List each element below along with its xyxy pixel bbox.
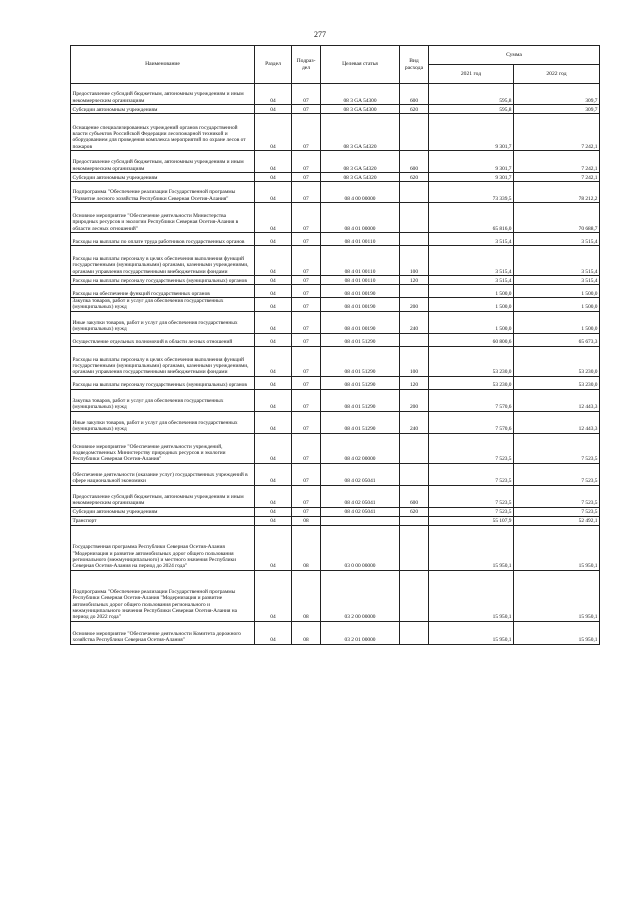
- cell-expense-type: 240: [400, 411, 429, 433]
- cell-name: Предоставление субсидий бюджетным, автономным учреждениям и иным некоммерческим организациям: [71, 151, 255, 173]
- cell-target-article: 08 4 02 05041: [321, 463, 400, 485]
- cell-section: 04: [255, 285, 292, 298]
- cell-sum-2021: 15 950,1: [429, 525, 514, 570]
- table-row: [71, 485, 600, 507]
- cell-target-article: 08 4 02 05041: [321, 485, 400, 507]
- cell-name: Предоставление субсидий бюджетным, автономным учреждениям и иным некоммерческим организациям: [71, 84, 255, 105]
- table-row: [71, 346, 600, 376]
- cell-sum-2021: 53 230,0: [429, 346, 514, 376]
- cell-target-article: 08 4 02 00000: [321, 433, 400, 463]
- table-row: [71, 311, 600, 333]
- cell-sum-2021: 7 570,6: [429, 411, 514, 433]
- cell-sum-2021: 9 301,7: [429, 114, 514, 151]
- cell-subsection: 07: [292, 151, 321, 173]
- header-target-article: Целевая статья: [321, 46, 400, 84]
- cell-target-article: 08 4 01 00110: [321, 276, 400, 285]
- cell-sum-2022: 12 443,3: [514, 389, 600, 411]
- cell-expense-type: 620: [400, 173, 429, 182]
- header-year-2021: 2021 год: [429, 65, 514, 84]
- cell-target-article: 08 3 GA 54320: [321, 173, 400, 182]
- cell-target-article: 08 3 GA 54300: [321, 105, 400, 114]
- header-sum: Сумма: [429, 46, 600, 65]
- cell-expense-type: [400, 621, 429, 644]
- cell-target-article: 03 2 00 00000: [321, 570, 400, 621]
- cell-subsection: 07: [292, 276, 321, 285]
- cell-name: Субсидии автономным учреждениям: [71, 507, 255, 516]
- cell-subsection: 08: [292, 525, 321, 570]
- cell-sum-2022: 7 523,5: [514, 485, 600, 507]
- cell-expense-type: [400, 114, 429, 151]
- cell-expense-type: 620: [400, 507, 429, 516]
- table-row: [71, 333, 600, 346]
- table-row: [71, 570, 600, 621]
- table-row: [71, 507, 600, 516]
- cell-name: Подпрограмма "Обеспечение реализации Государственной программы "Развитие лесного хозяйства Республики Северная Осетия-Алания": [71, 182, 255, 203]
- cell-sum-2022: 65 673,3: [514, 333, 600, 346]
- table-row: [71, 621, 600, 644]
- cell-section: 04: [255, 516, 292, 525]
- cell-sum-2021: 15 950,1: [429, 621, 514, 644]
- cell-sum-2021: 7 523,5: [429, 463, 514, 485]
- cell-sum-2022: 53 230,0: [514, 346, 600, 376]
- header-expense-type: Вид расхода: [400, 46, 429, 84]
- cell-expense-type: [400, 516, 429, 525]
- cell-target-article: 08 3 GA 54320: [321, 151, 400, 173]
- cell-sum-2022: 3 515,4: [514, 246, 600, 276]
- table-body: [71, 84, 600, 645]
- cell-section: 04: [255, 203, 292, 233]
- cell-subsection: 08: [292, 516, 321, 525]
- cell-sum-2022: 1 500,0: [514, 298, 600, 312]
- cell-subsection: 07: [292, 298, 321, 312]
- cell-target-article: 03 2 01 00000: [321, 621, 400, 644]
- cell-section: 04: [255, 311, 292, 333]
- cell-sum-2021: 1 500,0: [429, 311, 514, 333]
- cell-subsection: 07: [292, 173, 321, 182]
- cell-section: 04: [255, 114, 292, 151]
- cell-sum-2021: 53 230,0: [429, 376, 514, 389]
- cell-subsection: 07: [292, 84, 321, 105]
- cell-subsection: 07: [292, 485, 321, 507]
- table-row: [71, 376, 600, 389]
- cell-sum-2022: 7 242,1: [514, 173, 600, 182]
- cell-section: 04: [255, 570, 292, 621]
- cell-sum-2021: 55 107,9: [429, 516, 514, 525]
- cell-name: Расходы на обеспечение функций государственных органов: [71, 285, 255, 298]
- page-number: 277: [314, 30, 326, 39]
- cell-name: Иные закупки товаров, работ и услуг для обеспечения государственных (муниципальных) нужд: [71, 411, 255, 433]
- table-row: [71, 411, 600, 433]
- cell-sum-2022: 15 950,1: [514, 621, 600, 644]
- cell-target-article: 08 4 01 51290: [321, 346, 400, 376]
- cell-expense-type: 120: [400, 376, 429, 389]
- cell-name: Расходы на выплаты персоналу государственных (муниципальных) органов: [71, 276, 255, 285]
- cell-sum-2021: 3 515,4: [429, 246, 514, 276]
- cell-target-article: 08 4 01 51290: [321, 333, 400, 346]
- cell-sum-2022: 78 212,2: [514, 182, 600, 203]
- cell-section: 04: [255, 182, 292, 203]
- cell-sum-2022: 1 500,0: [514, 311, 600, 333]
- header-name: Наименование: [71, 46, 255, 84]
- cell-sum-2021: 7 523,5: [429, 507, 514, 516]
- cell-sum-2021: 1 500,0: [429, 285, 514, 298]
- cell-section: 04: [255, 485, 292, 507]
- cell-target-article: [321, 516, 400, 525]
- cell-sum-2022: 15 950,1: [514, 525, 600, 570]
- cell-subsection: 07: [292, 233, 321, 246]
- cell-sum-2021: 595,8: [429, 105, 514, 114]
- cell-target-article: 08 4 01 00110: [321, 233, 400, 246]
- cell-name: Расходы на выплаты персоналу в целях обеспечения выполнения функций государственными (муниципальными) органами, казенными учреждениями, органами управления государственными внебюджетными фондами: [71, 346, 255, 376]
- cell-expense-type: 120: [400, 276, 429, 285]
- cell-expense-type: [400, 233, 429, 246]
- table-row: [71, 182, 600, 203]
- cell-expense-type: [400, 463, 429, 485]
- cell-target-article: 08 4 00 00000: [321, 182, 400, 203]
- cell-target-article: 08 4 01 00190: [321, 311, 400, 333]
- table-row: [71, 246, 600, 276]
- cell-name: Субсидии автономным учреждениям: [71, 105, 255, 114]
- cell-name: Основное мероприятие "Обеспечение деятельности Министерства природных ресурсов и экологии Республики Северная Осетия-Алания в области лесных отношений": [71, 203, 255, 233]
- cell-name: Оснащение специализированных учреждений органов государственной власти субъектов Российской Федерации лесопожарной техникой и оборудованием для проведения комплекса мероприятий по охране лесов от пожаров: [71, 114, 255, 151]
- cell-name: Государственная программа Республики Северная Осетия-Алания "Модернизация и развитие автомобильных дорог общего пользования регионального (межмуниципального) и местного значения Республики Северная Осетия-Алания на период до 2024 года": [71, 525, 255, 570]
- cell-target-article: 08 4 01 51290: [321, 411, 400, 433]
- cell-sum-2022: 52 492,1: [514, 516, 600, 525]
- cell-section: 04: [255, 173, 292, 182]
- cell-sum-2022: 7 242,1: [514, 114, 600, 151]
- cell-sum-2021: 7 523,5: [429, 485, 514, 507]
- cell-subsection: 08: [292, 570, 321, 621]
- cell-section: 04: [255, 151, 292, 173]
- cell-expense-type: [400, 570, 429, 621]
- cell-sum-2022: 15 950,1: [514, 570, 600, 621]
- cell-sum-2021: 7 570,6: [429, 389, 514, 411]
- cell-expense-type: 600: [400, 84, 429, 105]
- table-row: [71, 276, 600, 285]
- cell-subsection: 08: [292, 621, 321, 644]
- table-row: [71, 84, 600, 105]
- cell-sum-2022: 3 515,4: [514, 233, 600, 246]
- cell-sum-2022: 3 515,4: [514, 276, 600, 285]
- cell-target-article: 03 0 00 00000: [321, 525, 400, 570]
- cell-target-article: 08 4 01 00190: [321, 285, 400, 298]
- cell-section: 04: [255, 298, 292, 312]
- cell-name: Закупка товаров, работ и услуг для обеспечения государственных (муниципальных) нужд: [71, 389, 255, 411]
- table-row: [71, 433, 600, 463]
- cell-target-article: 08 3 GA 54320: [321, 114, 400, 151]
- cell-name: Расходы на выплаты персоналу государственных (муниципальных) органов: [71, 376, 255, 389]
- table-row: [71, 516, 600, 525]
- cell-sum-2022: 7 242,1: [514, 151, 600, 173]
- cell-sum-2022: 1 500,0: [514, 285, 600, 298]
- cell-expense-type: 240: [400, 311, 429, 333]
- cell-subsection: 07: [292, 507, 321, 516]
- table-row: [71, 114, 600, 151]
- cell-sum-2022: 7 523,5: [514, 433, 600, 463]
- cell-name: Транспорт: [71, 516, 255, 525]
- table-row: [71, 298, 600, 312]
- cell-sum-2022: 7 523,5: [514, 507, 600, 516]
- table-row: [71, 203, 600, 233]
- cell-target-article: 08 4 01 00190: [321, 298, 400, 312]
- cell-subsection: 07: [292, 203, 321, 233]
- cell-expense-type: 100: [400, 246, 429, 276]
- cell-name: Иные закупки товаров, работ и услуг для обеспечения государственных (муниципальных) нужд: [71, 311, 255, 333]
- cell-section: 04: [255, 246, 292, 276]
- cell-sum-2021: 3 515,4: [429, 233, 514, 246]
- cell-name: Закупка товаров, работ и услуг для обеспечения государственных (муниципальных) нужд: [71, 298, 255, 312]
- cell-sum-2021: 73 339,5: [429, 182, 514, 203]
- budget-table: [70, 45, 600, 645]
- cell-expense-type: 200: [400, 298, 429, 312]
- cell-sum-2021: 7 523,5: [429, 433, 514, 463]
- cell-name: Основное мероприятие "Обеспечение деятельности Комитета дорожного хозяйства Республики Северная Осетия-Алания": [71, 621, 255, 644]
- cell-name: Предоставление субсидий бюджетным, автономным учреждениям и иным некоммерческим организациям: [71, 485, 255, 507]
- cell-name: Расходы на выплаты по оплате труда работников государственных органов: [71, 233, 255, 246]
- cell-sum-2021: 3 515,4: [429, 276, 514, 285]
- cell-subsection: 07: [292, 246, 321, 276]
- cell-expense-type: [400, 433, 429, 463]
- cell-expense-type: 620: [400, 105, 429, 114]
- table-header: [71, 46, 600, 84]
- cell-section: 04: [255, 346, 292, 376]
- cell-sum-2022: 309,7: [514, 105, 600, 114]
- table-row: [71, 105, 600, 114]
- cell-section: 04: [255, 105, 292, 114]
- cell-expense-type: 600: [400, 485, 429, 507]
- cell-name: Расходы на выплаты персоналу в целях обеспечения выполнения функций государственными (муниципальными) органами, казенными учреждениями, органами управления государственными внебюджетными фондами: [71, 246, 255, 276]
- cell-section: 04: [255, 621, 292, 644]
- header-year-2022: 2022 год: [514, 65, 600, 84]
- cell-expense-type: [400, 525, 429, 570]
- cell-section: 04: [255, 333, 292, 346]
- cell-sum-2022: 70 688,7: [514, 203, 600, 233]
- cell-subsection: 07: [292, 114, 321, 151]
- cell-sum-2021: 15 950,1: [429, 570, 514, 621]
- cell-subsection: 07: [292, 376, 321, 389]
- cell-name: Обеспечение деятельности (оказание услуг) государственных учреждений в сфере национальной экономики: [71, 463, 255, 485]
- cell-subsection: 07: [292, 311, 321, 333]
- cell-sum-2022: 7 523,5: [514, 463, 600, 485]
- cell-expense-type: [400, 182, 429, 203]
- cell-subsection: 07: [292, 433, 321, 463]
- header-section: Раздел: [255, 46, 292, 84]
- cell-section: 04: [255, 376, 292, 389]
- cell-sum-2021: 9 301,7: [429, 173, 514, 182]
- cell-name: Субсидии автономным учреждениям: [71, 173, 255, 182]
- cell-subsection: 07: [292, 346, 321, 376]
- cell-subsection: 07: [292, 333, 321, 346]
- cell-section: 04: [255, 433, 292, 463]
- table-row: [71, 233, 600, 246]
- table-row: [71, 389, 600, 411]
- cell-expense-type: 200: [400, 389, 429, 411]
- cell-section: 04: [255, 233, 292, 246]
- cell-section: 04: [255, 507, 292, 516]
- cell-sum-2021: 65 816,0: [429, 203, 514, 233]
- table-row: [71, 173, 600, 182]
- cell-expense-type: [400, 285, 429, 298]
- cell-sum-2021: 9 301,7: [429, 151, 514, 173]
- cell-expense-type: 100: [400, 346, 429, 376]
- cell-name: Осуществление отдельных полномочий в области лесных отношений: [71, 333, 255, 346]
- table-row: [71, 151, 600, 173]
- cell-section: 04: [255, 276, 292, 285]
- cell-expense-type: 600: [400, 151, 429, 173]
- cell-sum-2022: 309,7: [514, 84, 600, 105]
- cell-name: Основное мероприятие "Обеспечение деятельности учреждений, подведомственных Министерству природных ресурсов и экологии Республики Северная Осетия-Алания": [71, 433, 255, 463]
- cell-sum-2021: 595,8: [429, 84, 514, 105]
- cell-target-article: 08 4 01 51290: [321, 389, 400, 411]
- table-row: [71, 525, 600, 570]
- cell-subsection: 07: [292, 411, 321, 433]
- cell-sum-2021: 60 800,6: [429, 333, 514, 346]
- cell-target-article: 08 4 02 05041: [321, 507, 400, 516]
- cell-target-article: 08 4 01 00110: [321, 246, 400, 276]
- cell-sum-2022: 53 230,0: [514, 376, 600, 389]
- table-row: [71, 463, 600, 485]
- cell-target-article: 08 4 01 00000: [321, 203, 400, 233]
- cell-subsection: 07: [292, 182, 321, 203]
- cell-subsection: 07: [292, 285, 321, 298]
- cell-section: 04: [255, 389, 292, 411]
- cell-sum-2021: 1 500,0: [429, 298, 514, 312]
- cell-section: 04: [255, 463, 292, 485]
- cell-section: 04: [255, 411, 292, 433]
- cell-name: Подпрограмма "Обеспечение реализации Государственной программы Республики Северная Осетия-Алания "Модернизация и развитие автомобильных дорог общего пользования регионального и межмуниципального значения Республики Северная Осетия-Алания на период до 2022 года": [71, 570, 255, 621]
- cell-subsection: 07: [292, 389, 321, 411]
- cell-section: 04: [255, 84, 292, 105]
- table-row: [71, 285, 600, 298]
- cell-expense-type: [400, 203, 429, 233]
- cell-section: 04: [255, 525, 292, 570]
- cell-target-article: 08 4 01 51290: [321, 376, 400, 389]
- header-subsection: Подраз-дел: [292, 46, 321, 84]
- cell-sum-2022: 12 443,3: [514, 411, 600, 433]
- cell-target-article: 08 3 GA 54300: [321, 84, 400, 105]
- cell-subsection: 07: [292, 105, 321, 114]
- cell-expense-type: [400, 333, 429, 346]
- cell-subsection: 07: [292, 463, 321, 485]
